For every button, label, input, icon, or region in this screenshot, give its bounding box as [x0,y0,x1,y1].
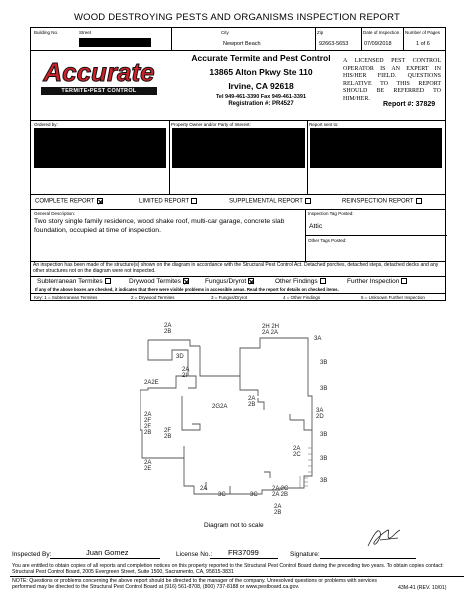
fungus-checkbox[interactable] [248,278,254,284]
registration-number: Registration #: PR4527 [228,101,294,107]
diagram-label: 3D [176,354,184,360]
operator-notice: A LICENSED PEST CONTROL OPERATOR IS AN EXPERT IN HIS/HER FIELD. QUESTIONS RELATIVE TO THIS REPORT SHOULD BE REFERRED TO HIM/HER. [343,58,441,102]
general-description-label: General Description: [34,211,76,216]
city-value: Newport Beach [223,41,261,47]
inspector-name: Juan Gomez [86,548,129,557]
limited-report-checkbox[interactable] [191,198,197,204]
inspection-tag-label: Inspection Tag Posted: [308,211,354,216]
pages-value: 1 of 6 [416,41,430,47]
diagram-label: 3C [218,492,226,498]
drywood-checkbox[interactable] [183,278,189,284]
finding-drywood[interactable]: Drywood Termites [129,278,189,285]
supplemental-report-checkbox[interactable] [305,198,311,204]
diagram-label: 2A2E [144,380,159,386]
key-1: Key: 1 = Subterranean Termites [34,295,98,300]
subterranean-checkbox[interactable] [105,278,111,284]
diagram-label: 2A 2I [182,367,190,379]
date-label: Date of Inspection [363,30,400,35]
finding-other[interactable]: Other Findings [275,278,326,285]
reinspection-report-checkbox[interactable] [416,198,422,204]
svg-text:Accurate: Accurate [43,58,155,86]
form-number: 43M-41 (REV. 10/01) [398,585,447,591]
inspection-tag-value: Attic [309,223,323,230]
company-address1: 13865 Alton Pkwy Ste 110 [209,67,313,77]
license-number: FR37099 [228,548,259,557]
problems-note: NOTE: Questions or problems concerning the above report should be directed to the manager of the company. Unresolved questions or problems with services performed may be directed to the Structural Pest Control Board at (916) 561-8708, (800) 737-8188 or www.pestboard.ca.gov. [12,578,377,591]
diagram-label: 2A 2C 2A 2B [272,486,289,498]
findings-note: If any of the above boxes are checked, it indicates that there were visible problems in accessible areas. Read the report for details on checked items. [35,287,339,292]
report-number: Report #: 37829 [383,101,436,108]
owner-label: Property Owner and/or Party of Interest: [171,122,251,127]
report-type-complete[interactable]: COMPLETE REPORT [35,198,103,205]
report-type-limited[interactable]: LIMITED REPORT [139,198,197,205]
zip-label: Zip [317,30,324,35]
key-5: 5 = Unknown Further Inspection [361,295,425,300]
logo-tagline: TERMITE•PEST CONTROL [41,87,157,95]
structure-diagram [140,318,340,518]
report-type-reinspection[interactable]: REINSPECTION REPORT [342,198,422,205]
ordered-by-redaction [34,128,166,168]
diagram-label: 2H 2H 2A 2A [262,324,280,336]
further-inspection-checkbox[interactable] [401,278,407,284]
owner-redaction [172,128,305,168]
diagram-label: 2A 2F 2F 2B [144,412,152,436]
diagram-label: 3B [320,456,328,462]
street-label: Street [79,30,92,35]
key-3: 3 = Fungus/Dryrot [211,295,248,300]
key-4: 4 = Other Findings [283,295,321,300]
report-sent-label: Report sent to: [309,122,339,127]
diagram-label: 2F 2B [164,428,172,440]
other-findings-checkbox[interactable] [320,278,326,284]
diagram-label: 2A 2B [248,396,256,408]
diagram-label: 2A 2B [164,323,172,335]
diagram-label: 3C [250,492,258,498]
diagram-label: 3B [320,478,328,484]
diagram-label: 2A [200,486,208,492]
diagram-label: 3B [320,432,328,438]
report-form [30,27,446,301]
diagram-label: 3B [320,360,328,366]
company-phones: Tel 949-461-3390 Fax 949-461-3391 [215,94,307,100]
diagram-label: 2A 2E [144,460,152,472]
pages-label: Number of Pages [405,30,441,35]
license-label: License No.: [176,551,213,558]
company-address2: Irvine, CA 92618 [228,81,294,91]
report-type-supplemental[interactable]: SUPPLEMENTAL REPORT [229,198,311,205]
inspection-notice: An inspection has been made of the structure(s) shown on the diagram in accordance with the Structural Pest Control Act. Detached porches, detached steps, detached decks and any other structures not on the diagram were not inspected. [33,262,439,274]
diagram-label: 2G2A [212,404,228,410]
other-tags-label: Other Tags Posted: [308,238,347,243]
report-title: WOOD DESTROYING PESTS AND ORGANISMS INSPECTION REPORT [73,12,401,23]
diagram-caption: Diagram not to scale [204,522,264,529]
diagram-label: 3B [320,386,328,392]
company-logo [39,58,159,86]
inspected-by-label: Inspected By: [12,551,52,558]
finding-fungus[interactable]: Fungus/Dryrot [205,278,254,285]
signature-label: Signature: [290,551,320,558]
city-label: City [221,30,229,35]
diagram-label: 2A 2C [293,446,301,458]
building-no-label: Building No. [34,30,59,35]
street-redaction [79,38,151,47]
floor-plan-outline [140,318,340,518]
ordered-by-label: Ordered by: [34,122,58,127]
date-value: 07/09/2018 [364,41,392,47]
finding-subterranean[interactable]: Subterranean Termites [37,278,111,285]
zip-value: 92663-5653 [319,41,349,47]
copies-notice: You are entitled to obtain copies of all reports and completion notices on this property reported to the Structural Pest Control Board during the preceding two years. To obtain copies contact: Structural Pest Control Board, 2005 Evergreen Street, Suite 1500, Sacramento, CA, 95815-3831 [12,563,444,576]
inspector-signature [364,524,404,552]
diagram-label: 3A [314,336,322,342]
finding-further[interactable]: Further Inspection [347,278,407,285]
key-2: 2 = Drywood Termites [131,295,175,300]
diagram-label: 2A 2B [274,504,282,516]
complete-report-checkbox[interactable] [97,198,103,204]
company-name: Accurate Termite and Pest Control [191,53,331,63]
report-sent-redaction [310,128,442,168]
general-description-text: Two story single family residence, wood shake roof, multi-car garage, concrete slab foundation, occupied at time of inspection. [34,218,285,234]
diagram-label: 3A 2D [316,408,324,420]
